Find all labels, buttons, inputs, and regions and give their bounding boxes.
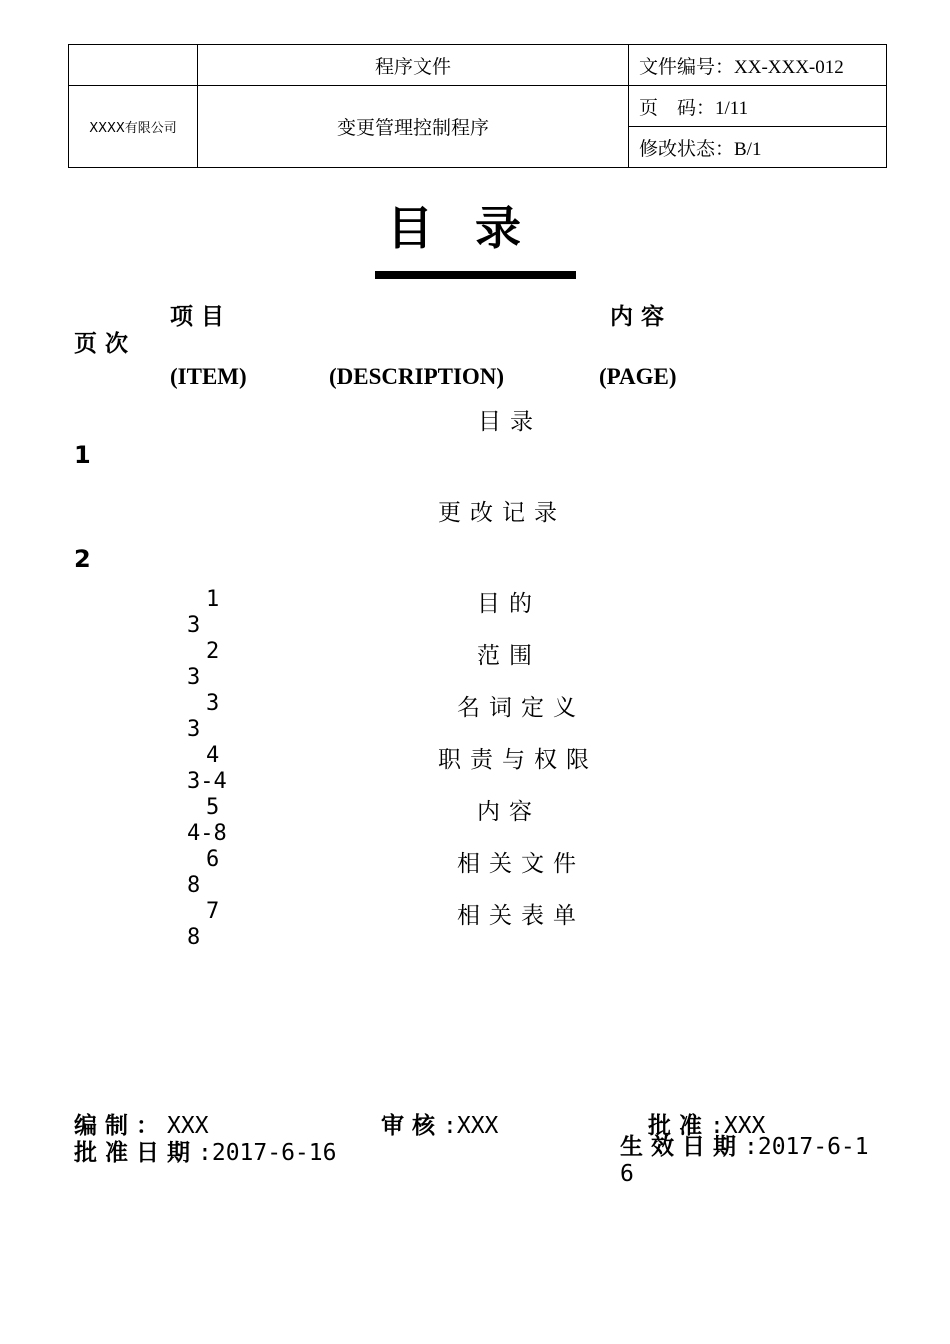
toc-item-page: 8: [187, 925, 201, 950]
page-code: 页 码：1/11: [629, 86, 887, 127]
doc-type: 程序文件: [198, 45, 629, 86]
approval-date-label: 批准日期: [74, 1140, 198, 1166]
doc-number: 文件编号：XX-XXX-012: [629, 45, 887, 86]
toc-item-number: 1: [206, 587, 220, 612]
section-page: 1: [74, 441, 91, 469]
page-header-cn: 页次: [74, 330, 136, 357]
prepared-value: XXX: [167, 1113, 209, 1139]
reviewed-value: :XXX: [443, 1113, 499, 1139]
toc-item-number: 5: [206, 795, 220, 820]
approved-label: 批准: [648, 1113, 710, 1139]
toc-item-number: 2: [206, 639, 220, 664]
toc-item-number: 3: [206, 691, 220, 716]
toc-item-number: 4: [206, 743, 220, 768]
toc-item-desc: 目的: [477, 591, 541, 617]
approval-date-value: :2017-6-16: [198, 1140, 337, 1166]
toc-item-page: 3: [187, 665, 201, 690]
effective-date-label: 生效日期: [620, 1134, 744, 1160]
toc-item-page: 3-4: [187, 769, 227, 794]
toc-item-page: 3: [187, 717, 201, 742]
header-empty-cell: [69, 45, 198, 86]
page-title: 目录: [387, 201, 563, 255]
toc-item-desc: 职责与权限: [438, 747, 598, 773]
doc-title: 变更管理控制程序: [198, 86, 629, 168]
item-header-cn: 项目: [170, 303, 232, 330]
document-header-table: [68, 44, 887, 168]
toc-item-page: 8: [187, 873, 201, 898]
toc-item-number: 6: [206, 847, 220, 872]
section-title: 目录: [478, 409, 542, 435]
page-header-en: (PAGE): [599, 364, 677, 389]
toc-item-desc: 名词定义: [457, 695, 585, 721]
reviewed-label: 审核: [381, 1113, 443, 1139]
approved-value: :XXX: [710, 1113, 766, 1139]
toc-item-desc: 相关文件: [457, 851, 585, 877]
section-title: 更改记录: [438, 500, 566, 526]
toc-item-page: 3: [187, 613, 201, 638]
toc-item-number: 7: [206, 899, 220, 924]
desc-header-en: (DESCRIPTION): [329, 364, 505, 389]
item-header-en: (ITEM): [170, 364, 247, 389]
toc-item-page: 4-8: [187, 821, 227, 846]
revision-status: 修改状态：B/1: [629, 127, 887, 168]
company-name: XXXX有限公司: [69, 86, 198, 168]
toc-item-desc: 相关表单: [457, 903, 585, 929]
title-underline: [375, 271, 576, 279]
section-page: 2: [74, 545, 91, 573]
toc-item-desc: 内容: [477, 799, 541, 825]
content-header-cn: 内容: [610, 303, 672, 330]
toc-item-desc: 范围: [477, 643, 541, 669]
prepared-label: 编制：: [74, 1113, 167, 1139]
effective-date-value: :2017-6-16: [620, 1134, 869, 1187]
